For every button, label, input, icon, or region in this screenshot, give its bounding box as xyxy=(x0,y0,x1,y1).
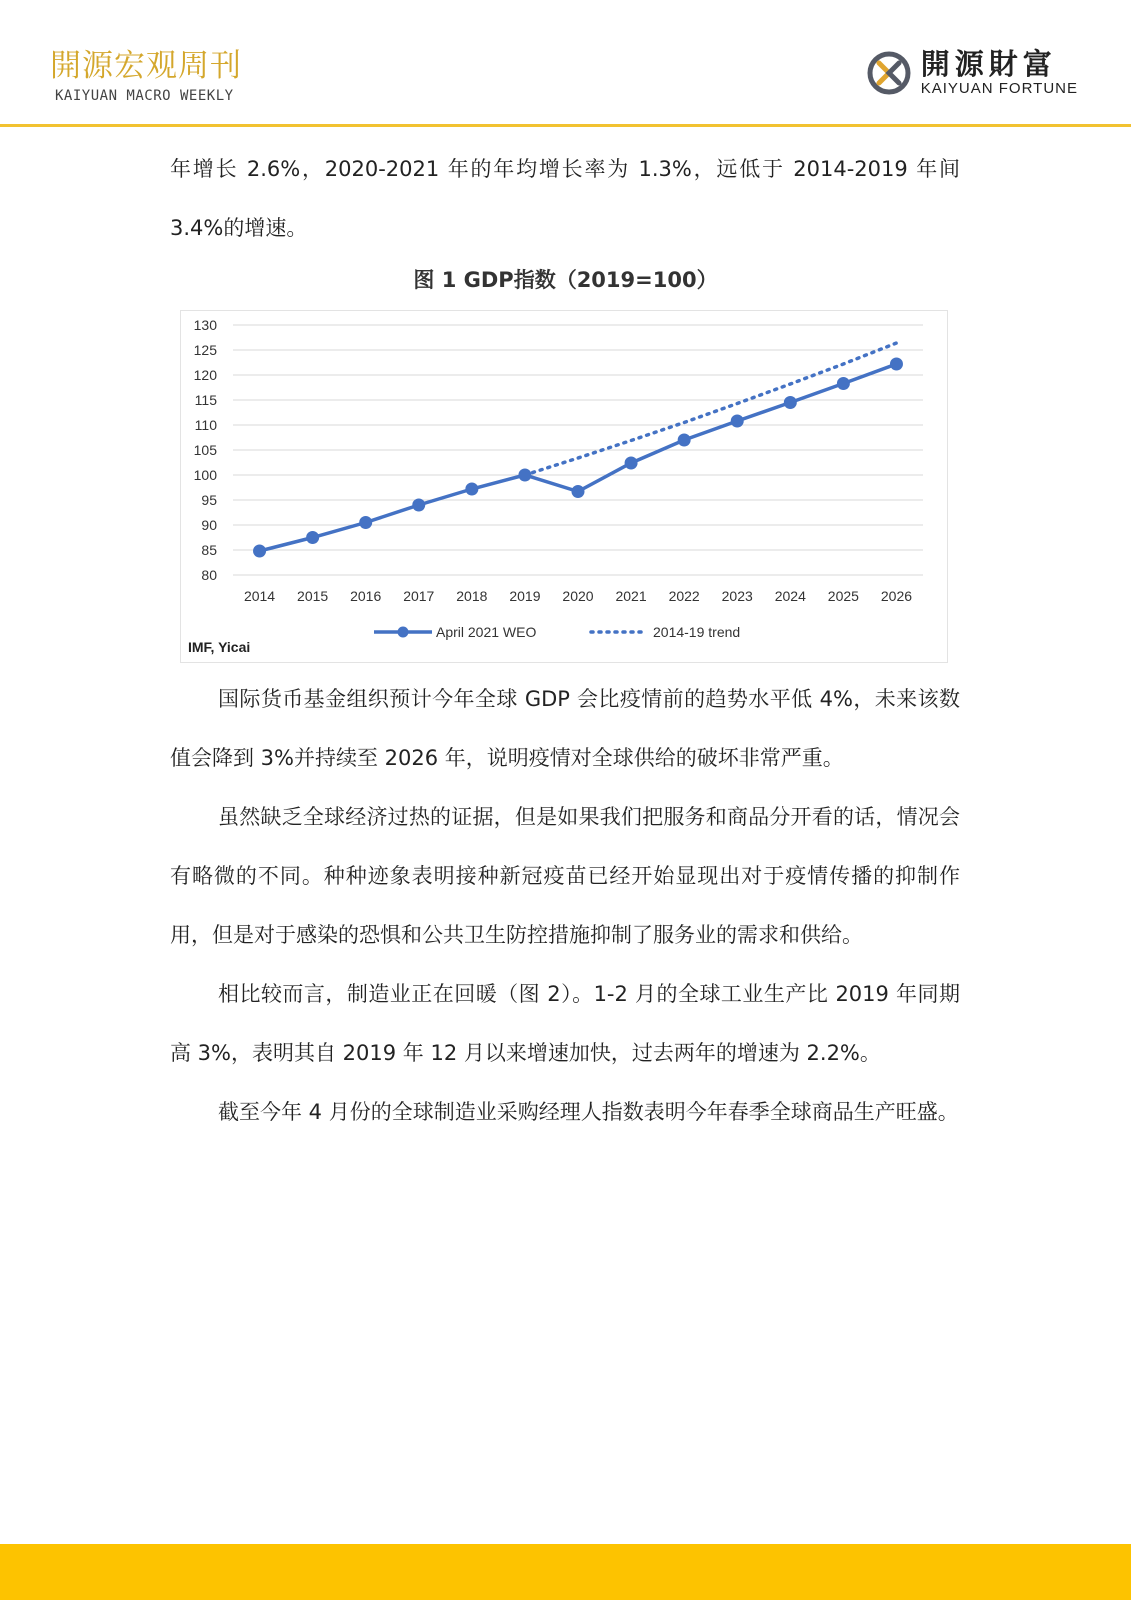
figure-title: 图 1 GDP指数（2019=100） xyxy=(413,268,718,292)
series-line-2014-19-trend xyxy=(525,343,897,475)
data-point xyxy=(837,377,850,390)
data-point xyxy=(784,396,797,409)
x-tick-label: 2017 xyxy=(403,588,435,604)
data-point xyxy=(359,516,372,529)
chart-source: IMF, Yicai xyxy=(188,639,251,655)
publication-title: 開源宏观周刊 xyxy=(50,48,242,84)
data-point xyxy=(412,499,425,512)
x-tick-label: 2021 xyxy=(615,588,647,604)
y-tick-label: 85 xyxy=(201,542,217,558)
data-point xyxy=(731,415,744,428)
x-tick-label: 2023 xyxy=(721,588,753,604)
x-tick-label: 2015 xyxy=(297,588,329,604)
x-tick-label: 2025 xyxy=(827,588,859,604)
kaiyuan-logo-icon xyxy=(865,49,913,97)
x-tick-label: 2016 xyxy=(350,588,382,604)
x-tick-label: 2019 xyxy=(509,588,541,604)
logo-english-name: KAIYUAN FORTUNE xyxy=(920,80,1078,97)
y-tick-label: 130 xyxy=(193,317,217,333)
y-tick-label: 105 xyxy=(193,442,217,458)
x-tick-label: 2024 xyxy=(774,588,806,604)
legend-label-weo: April 2021 WEO xyxy=(436,624,537,640)
body-top xyxy=(170,140,960,258)
data-point xyxy=(465,483,478,496)
chart-svg xyxy=(181,311,947,662)
header-divider xyxy=(0,124,1131,127)
y-tick-label: 120 xyxy=(193,367,217,383)
y-tick-label: 80 xyxy=(201,567,217,583)
paragraph: 截至今年 4 月份的全球制造业采购经理人指数表明今年春季全球商品生产旺盛。 xyxy=(218,1100,959,1124)
paragraph: 年增长 2.6%，2020-2021 年的年均增长率为 1.3%，远低于 2014-2019 年间 3.4%的增速。 xyxy=(170,157,960,240)
y-tick-label: 125 xyxy=(193,342,217,358)
y-tick-label: 100 xyxy=(193,467,217,483)
data-point xyxy=(625,457,638,470)
data-point xyxy=(253,545,266,558)
paragraph: 虽然缺乏全球经济过热的证据，但是如果我们把服务和商品分开看的话，情况会有略微的不同。种种迹象表明接种新冠疫苗已经开始显现出对于疫情传播的抑制作用，但是对于感染的恐惧和公共卫生防控措施抑制了服务业的需求和供给。 xyxy=(170,805,960,947)
publication-subtitle: KAIYUAN MACRO WEEKLY xyxy=(55,88,234,104)
data-point xyxy=(890,358,903,371)
footer-bar xyxy=(0,1544,1131,1600)
x-tick-label: 2022 xyxy=(668,588,700,604)
y-tick-label: 110 xyxy=(194,417,217,433)
paragraph: 国际货币基金组织预计今年全球 GDP 会比疫情前的趋势水平低 4%，未来该数值会降到 3%并持续至 2026 年，说明疫情对全球供给的破坏非常严重。 xyxy=(170,687,960,770)
body-bottom xyxy=(170,670,960,1142)
data-point xyxy=(572,485,585,498)
x-tick-label: 2018 xyxy=(456,588,488,604)
logo-chinese-name: 開源財富 xyxy=(920,47,1057,81)
legend-marker-weo xyxy=(398,627,409,638)
data-point xyxy=(518,469,531,482)
y-tick-label: 115 xyxy=(194,392,217,408)
brand-logo xyxy=(865,48,1078,98)
x-tick-label: 2026 xyxy=(880,588,913,604)
x-tick-label: 2020 xyxy=(562,588,594,604)
data-point xyxy=(678,434,691,447)
y-tick-label: 90 xyxy=(201,517,217,533)
legend-label-trend: 2014-19 trend xyxy=(653,624,741,640)
x-tick-label: 2014 xyxy=(243,588,276,604)
y-tick-label: 95 xyxy=(201,492,217,508)
gdp-index-chart xyxy=(180,310,948,663)
paragraph: 相比较而言，制造业正在回暖（图 2）。1-2 月的全球工业生产比 2019 年同期高 3%，表明其自 2019 年 12 月以来增速加快，过去两年的增速为 2.2%。 xyxy=(170,982,960,1065)
data-point xyxy=(306,531,319,544)
